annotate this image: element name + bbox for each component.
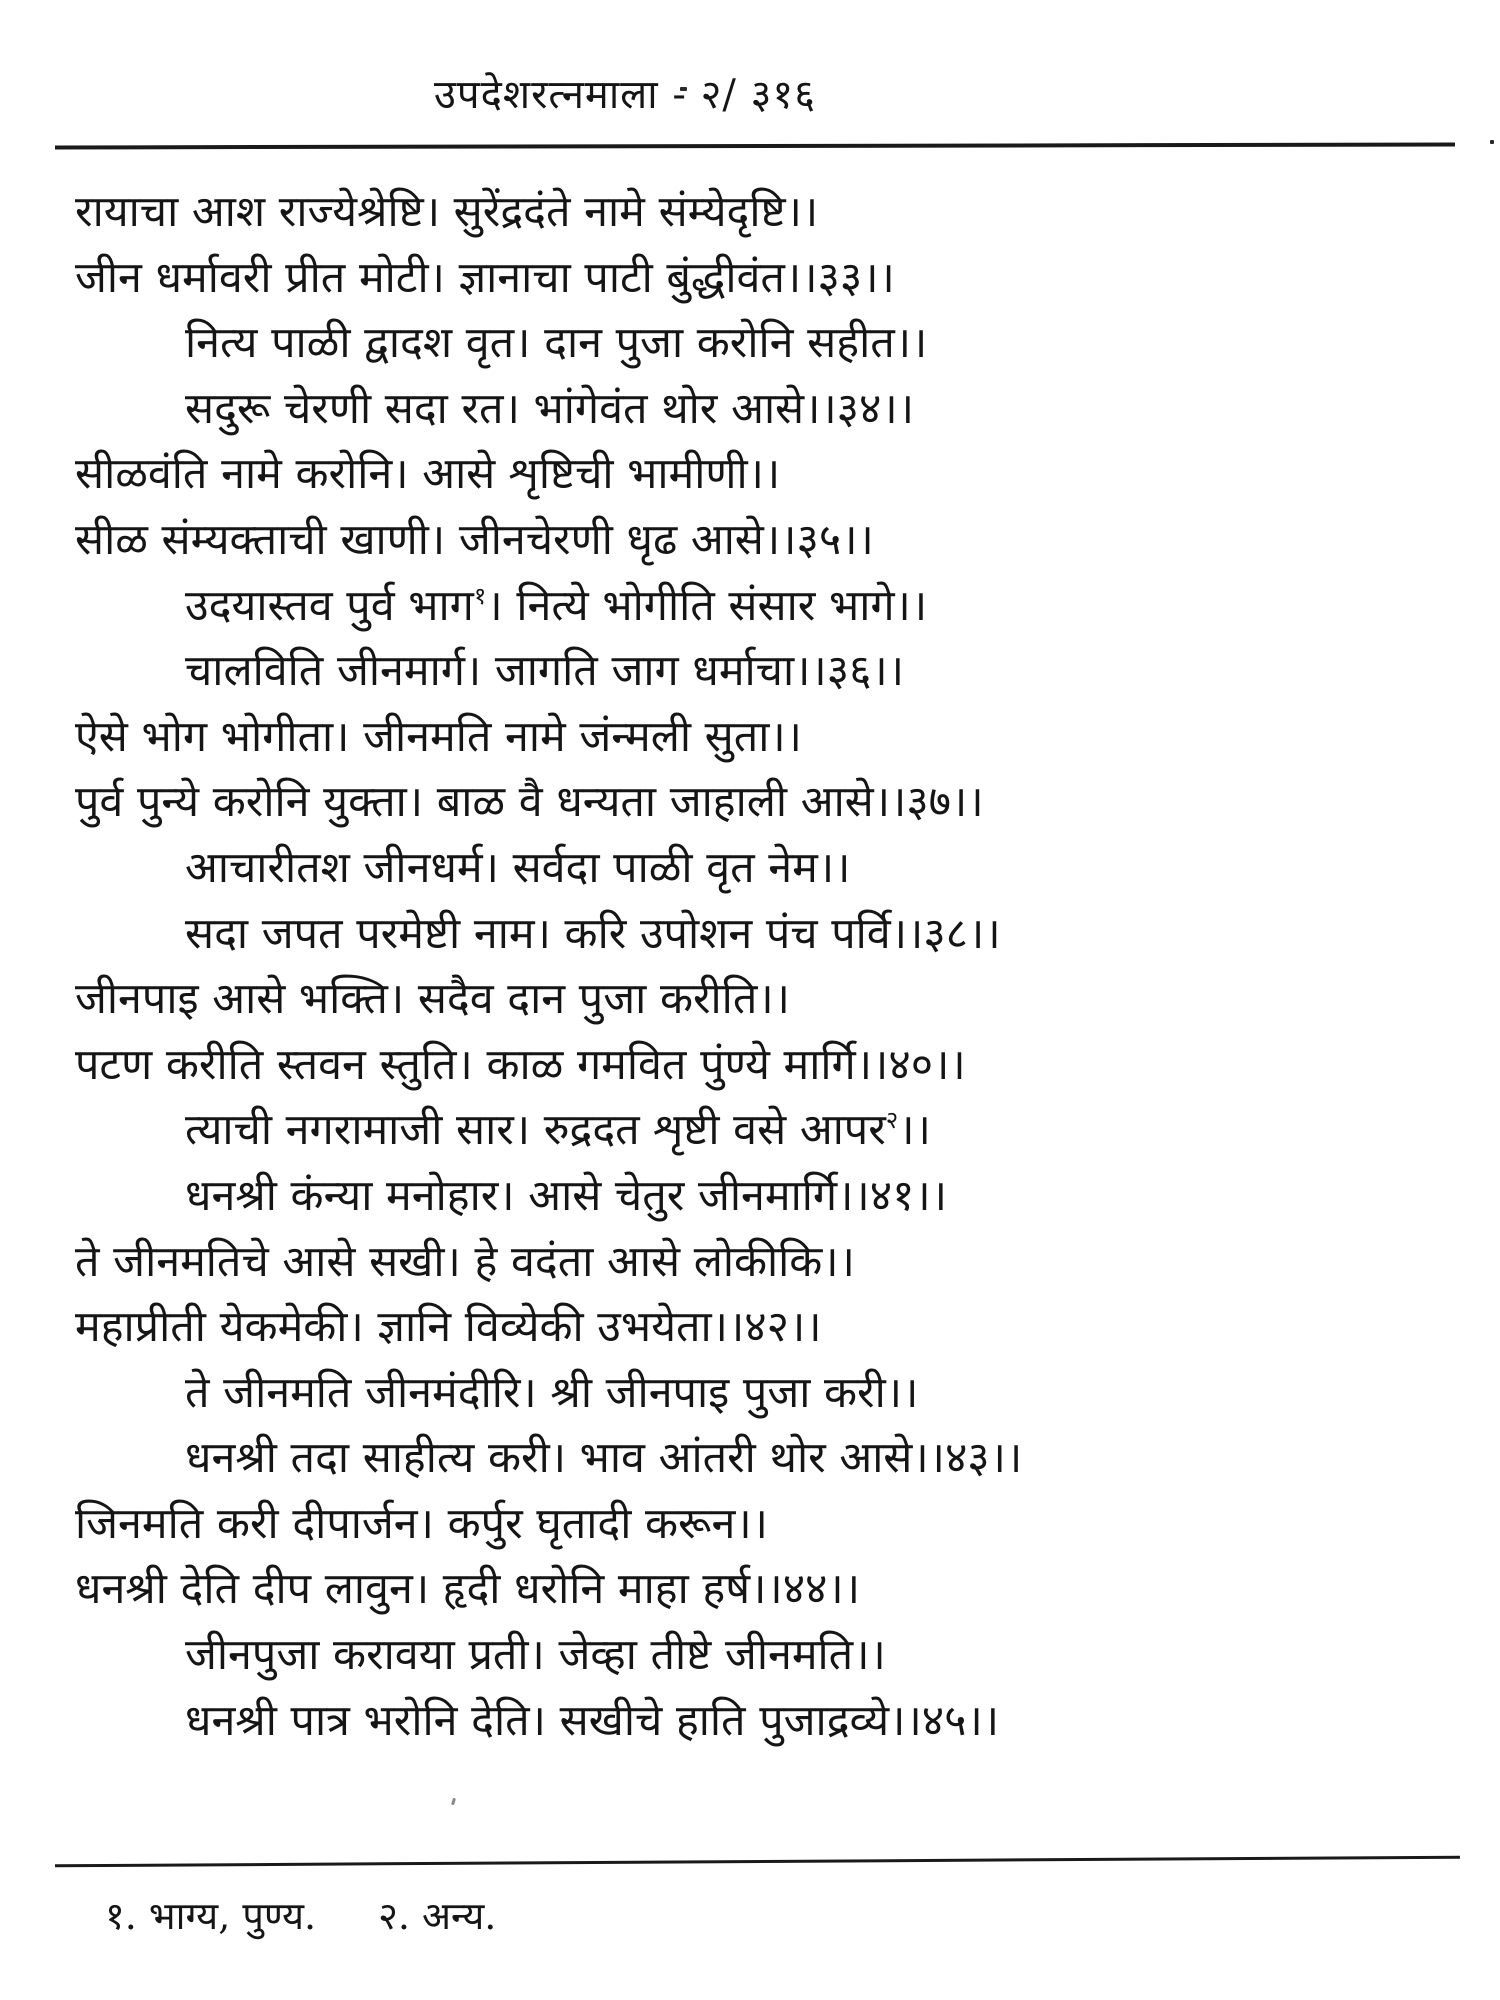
verse-line xyxy=(75,1492,1495,1558)
footnote-marker: २ xyxy=(885,1106,899,1135)
verse-line xyxy=(75,1557,1495,1623)
verse-line xyxy=(75,1164,1495,1230)
verse-line xyxy=(75,377,1495,443)
verse-line xyxy=(75,1098,1495,1164)
verse-text: सदा जपत परमेष्टी नाम। करि उपोशन पंच पर्वि।।३८।। xyxy=(185,908,1001,959)
verse-text: पुर्व पुन्ये करोनि युक्ता। बाळ वै धन्यता जाहाली आसे।।३७।। xyxy=(75,777,984,828)
verse-text: जिनमति करी दीपार्जन। कर्पुर घृतादी करून।। xyxy=(75,1498,768,1549)
verse-text: सीळवंति नामे करोनि। आसे शृष्टिची भामीणी।। xyxy=(75,449,781,500)
verse-text: जीनपुजा करावया प्रती। जेव्हा तीष्टे जीनमति।। xyxy=(185,1630,886,1681)
verse-text: ते जीनमतिचे आसे सखी। हे वदंता आसे लोकीकि।। xyxy=(75,1236,855,1287)
verse-text: जीनपाइ आसे भक्ति। सदैव दान पुजा करीति।। xyxy=(75,974,790,1025)
verse-text: सदुरू चेरणी सदा रत। भांगेवंत थोर आसे।।३४।। xyxy=(185,383,914,434)
footnotes xyxy=(105,1888,496,1944)
verse-text: उदयास्तव पुर्व भाग xyxy=(185,580,474,631)
verse-line xyxy=(75,1689,1495,1755)
page-title: उपदेशरत्नमाला - २/ ३१६ xyxy=(433,72,817,118)
verse-text: महाप्रीती येकमेकी। ज्ञानि विव्येकी उभयेता।।४२।। xyxy=(75,1302,822,1353)
verse-text: जीन धर्मावरी प्रीत मोटी। ज्ञानाचा पाटी बुंद्धीवंत।।३३।। xyxy=(75,252,895,303)
verse-text: चालविति जीनमार्ग। जागति जाग धर्माचा।।३६।। xyxy=(185,646,905,697)
verse-line xyxy=(75,508,1495,574)
footnote-divider xyxy=(55,1856,1460,1868)
scan-speck xyxy=(1490,140,1494,144)
footnote-marker: १ xyxy=(473,581,487,610)
verse-line xyxy=(75,639,1495,705)
verse-line xyxy=(75,902,1495,968)
verse-text: । नित्ये भोगीति संसार भागे।। xyxy=(486,580,928,631)
verse-text: धनश्री तदा साहीत्य करी। भाव आंतरी थोर आसे।।४३।। xyxy=(185,1433,1023,1484)
verse-line xyxy=(75,1623,1495,1689)
verse-line xyxy=(75,442,1495,508)
verse-line xyxy=(75,705,1495,771)
verse-line xyxy=(75,1426,1495,1492)
verse-line xyxy=(75,574,1495,640)
verse-line xyxy=(75,967,1495,1033)
verse-text: ऐसे भोग भोगीता। जीनमति नामे जंन्मली सुता।। xyxy=(75,711,802,762)
verse-block xyxy=(75,180,1495,1754)
verse-line xyxy=(75,1033,1495,1099)
verse-text: धनश्री देति दीप लावुन। हृदी धरोनि माहा हर्ष।।४४।। xyxy=(75,1564,861,1615)
verse-line xyxy=(75,1295,1495,1361)
verse-text: रायाचा आश राज्येश्रेष्टि। सुरेंद्रदंते नामे संम्येदृष्टि।। xyxy=(75,187,819,237)
header-divider xyxy=(55,143,1455,150)
verse-text: नित्य पाळी द्वादश वृत। दान पुजा करोनि सहीत।। xyxy=(185,318,928,369)
footnote-item: २. अन्य. xyxy=(378,1894,497,1938)
verse-line xyxy=(75,180,1495,246)
verse-text: धनश्री पात्र भरोनि देति। सखीचे हाति पुजाद्रव्ये।।४५।। xyxy=(185,1695,1000,1746)
verse-text: ।। xyxy=(898,1105,931,1156)
verse-text: आचारीतश जीनधर्म। सर्वदा पाळी वृत नेम।। xyxy=(185,842,851,893)
verse-line xyxy=(75,311,1495,377)
verse-line xyxy=(75,1230,1495,1296)
footnote-item: १. भाग्य, पुण्य. xyxy=(105,1894,317,1938)
verse-line xyxy=(75,836,1495,902)
verse-text: धनश्री कंन्या मनोहार। आसे चेतुर जीनमार्गि।।४१।। xyxy=(185,1170,948,1221)
verse-line xyxy=(75,1361,1495,1427)
verse-line xyxy=(75,246,1495,312)
verse-text: ते जीनमति जीनमंदीरि। श्री जीनपाइ पुजा करी।। xyxy=(185,1367,919,1418)
verse-text: त्याची नगरामाजी सार। रुद्रदत शृष्टी वसे आपर xyxy=(185,1105,886,1156)
verse-line xyxy=(75,770,1495,836)
verse-text: सीळ संम्यक्ताची खाणी। जीनचेरणी धृढ आसे।।३५।। xyxy=(75,514,874,565)
scan-speck xyxy=(451,1798,456,1806)
verse-text: पटण करीति स्तवन स्तुति। काळ गमवित पुंण्ये मार्गि।।४०।। xyxy=(75,1039,966,1090)
